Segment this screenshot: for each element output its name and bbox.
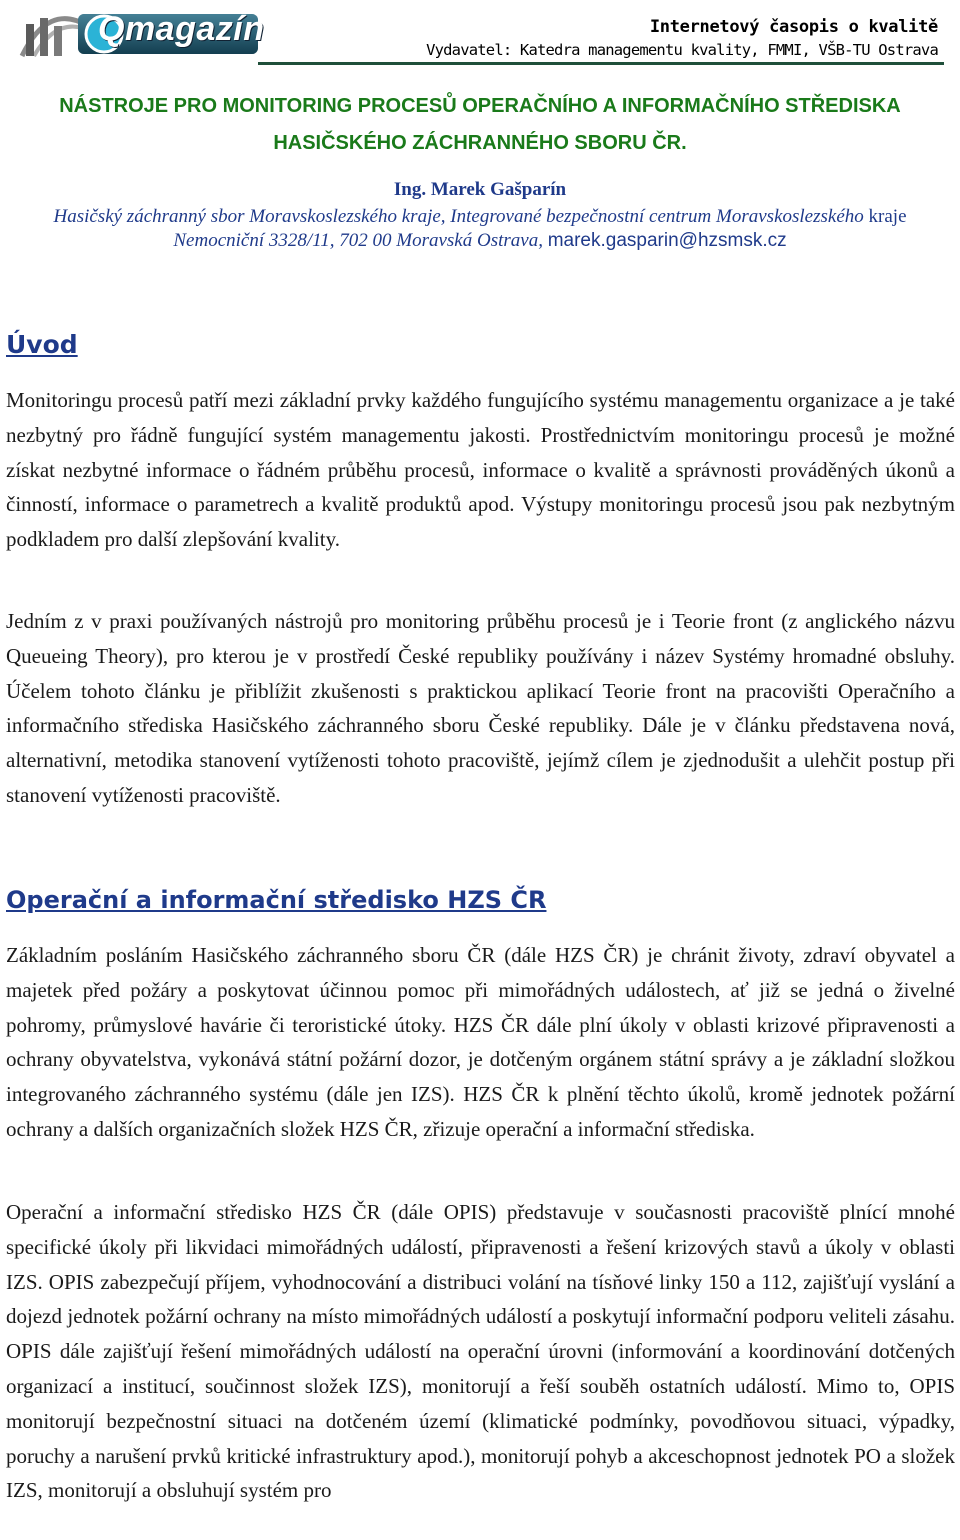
header-divider [258, 62, 944, 65]
author-email-link[interactable]: marek.gasparin@hzsmsk.cz [547, 230, 787, 251]
address-text: Nemocniční 3328/11, 702 00 Moravská Ostrava, [173, 230, 543, 251]
paragraph-opis-1: Základním posláním Hasičského záchranného sboru ČR (dále HZS ČR) je chránit životy, zdraví obyvatel a majetek před požáry a poskytovat účinnou pomoc při mimořádných událostech, ať již se jedná o živelné pohromy, průmyslové havárie či teroristické útoky. HZS ČR dále plní úkoly v oblasti krizové připravenosti a ochrany obyvatelstva, vykonává státní požární dozor, je dotčeným orgánem státní správy a je základní složkou integrovaného záchranného systému (dále jen IZS). HZS ČR k plnění těchto úkolů, kromě jednotek požární ochrany a dalších organizačních složek HZS ČR, zřizuje operační a informační střediska. [6, 943, 955, 1141]
publication-subtitle: Internetový časopis o kvalitě [649, 17, 938, 37]
article-title-line-1: NÁSTROJE PRO MONITORING PROCESŮ OPERAČNÍHO A INFORMAČNÍHO STŘEDISKA [59, 95, 901, 117]
section-heading-uvod: Úvod [6, 330, 78, 359]
paragraph-intro-2: Jedním z v praxi používaných nástrojů pro monitoring průběhu procesů je i Teorie front (z anglického názvu Queueing Theory), pro kterou je v prostředí České republiky používány i název Systémy hromadné obsluhy. Účelem tohoto článku je přiblížit zkušenosti s praktickou aplikací Teorie front na pracovišti Operačního a informačního střediska Hasičského záchranného sboru České republiky. Dále je v článku představena nová, alternativní, metodika stanovení vytíženosti tohoto pracoviště, jejímž cílem je zjednodušit a ulehčit postup při stanovení vytíženosti pracoviště. [6, 609, 955, 807]
logo-text: Qmagazín [98, 10, 265, 48]
author-name: Ing. Marek Gašparín [393, 179, 567, 200]
publisher-line: Vydavatel: Katedra managementu kvality, FMMI, VŠB-TU Ostrava [426, 41, 938, 59]
page-header [0, 0, 960, 68]
article-title-line-2: HASIČSKÉHO ZÁCHRANNÉHO SBORU ČR. [273, 132, 687, 154]
author-address [0, 230, 960, 252]
affiliation-text: Hasičský záchranný sbor Moravskoslezského kraje, Integrované bezpečnostní centrum Moravskoslezského [53, 206, 864, 227]
affiliation-tail: kraje [868, 206, 907, 227]
paragraph-opis-2: Operační a informační středisko HZS ČR (dále OPIS) představuje v současnosti pracoviště plnící mnohé specifické úkoly při likvidaci mimořádných událostí, připravenosti a řešení krizových stavů a úkoly v oblasti IZS. OPIS zabezpečují příjem, vyhodnocování a distribuci volání na tísňové linky 150 a 112, zajišťují vyslání a dojezd jednotek požární ochrany na místo mimořádných událostí a poskytují informační podporu veliteli zásahu. OPIS dále zajišťují řešení mimořádných událostí na operační úrovni (informování a koordinování dotčených organizací a institucí, součinnost složek IZS), monitorují a řeší souběh ostatních událostí. Mimo to, OPIS monitorují bezpečnostní situaci na dotčeném území (klimatické podmínky, povodňovou situaci, výpadky, poruchy a narušení prvků kritické infrastruktury apod.), monitorují pohyb a akceschopnost jednotek PO a složek IZS, monitorují a obsluhují systém pro [6, 1200, 955, 1503]
paragraph-intro-1: Monitoringu procesů patří mezi základní prvky každého fungujícího systému managementu organizace a je také nezbytný pro řádně fungující systém managementu jakosti. Prostřednictvím monitoringu procesů je možné získat nezbytné informace o řádném průběhu procesů, informace o kvalitě a správnosti prováděných úkonů a činností, informace o parametrech a kvalitě produktů apod. Výstupy monitoringu procesů jsou pak nezbytným podkladem pro další zlepšování kvality. [6, 388, 955, 552]
author-affiliation [0, 206, 960, 228]
section-heading-opis: Operační a informační středisko HZS ČR [6, 886, 547, 914]
